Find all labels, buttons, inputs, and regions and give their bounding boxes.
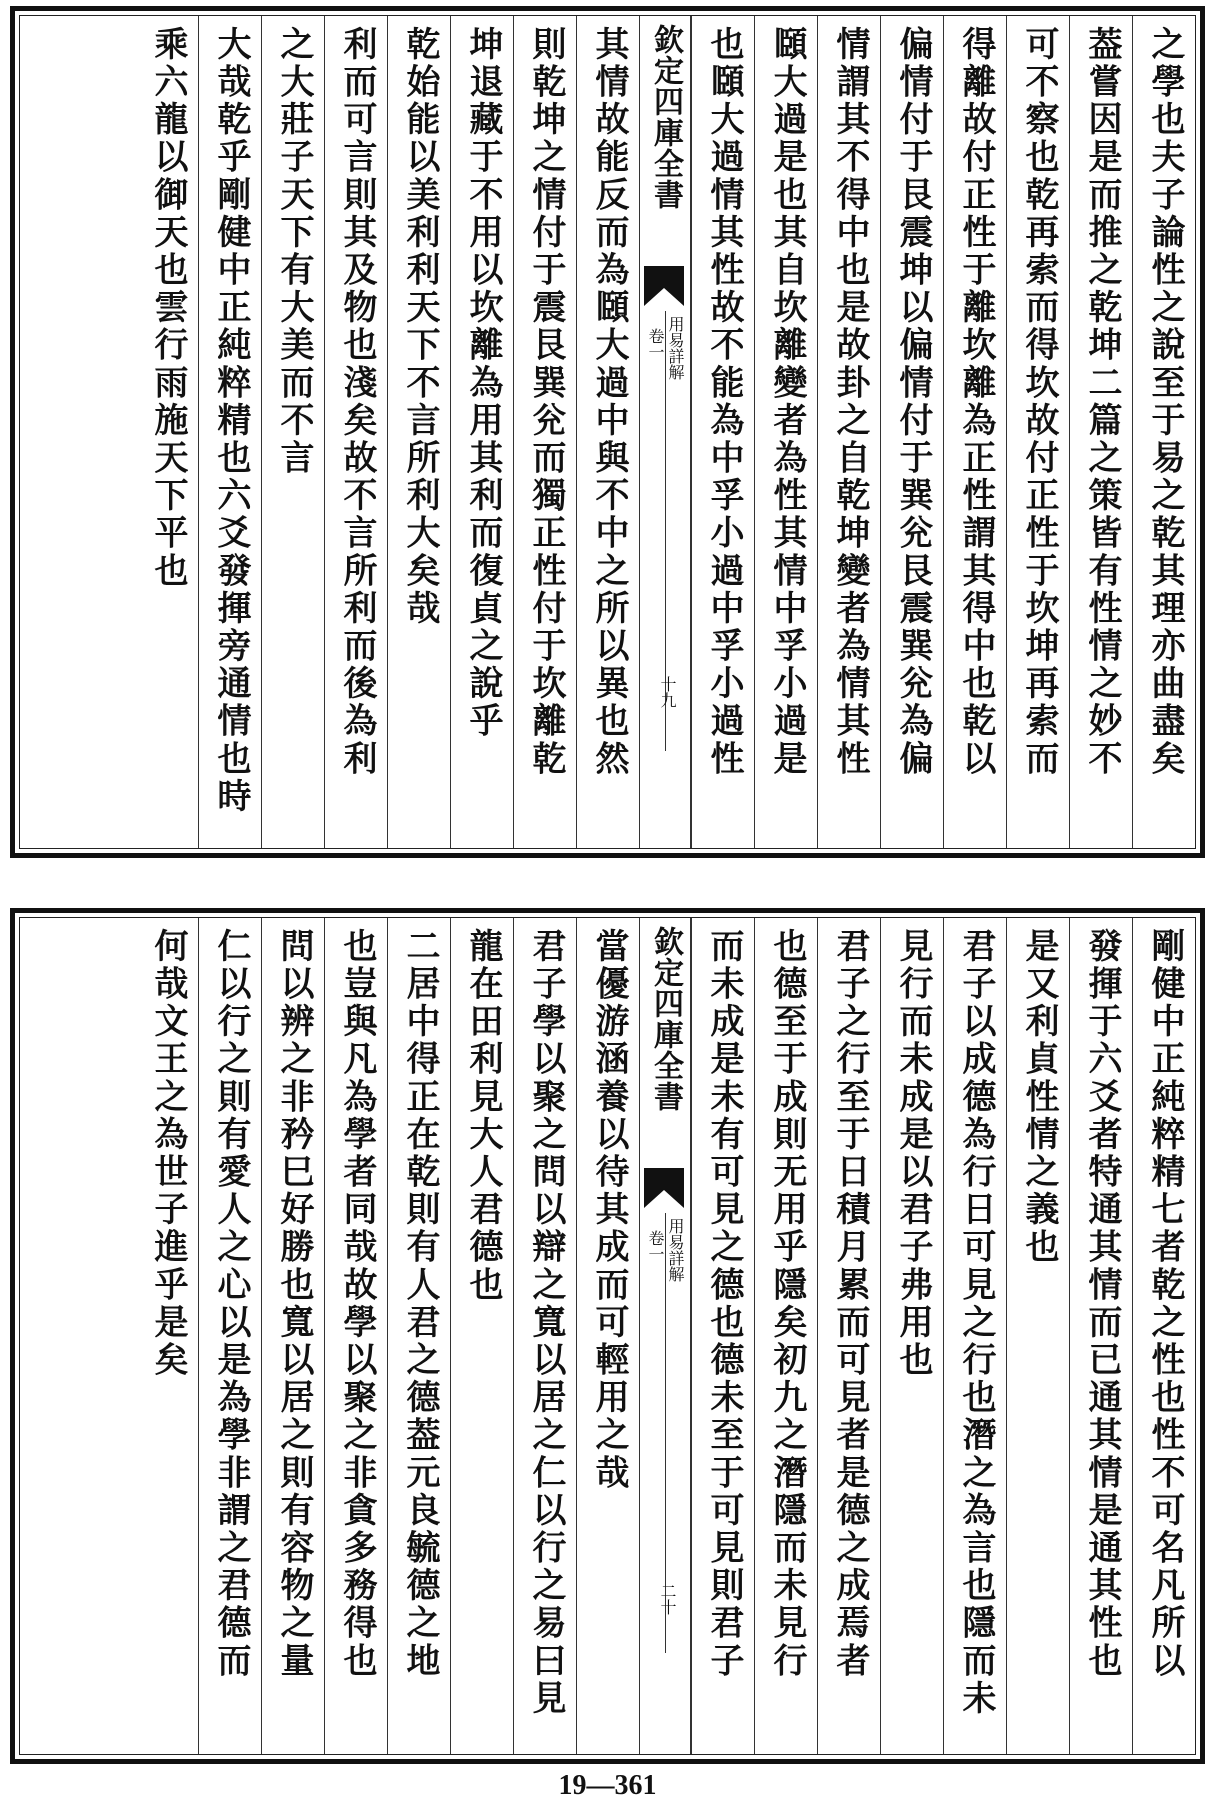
text-column <box>817 16 880 848</box>
text-column <box>691 918 754 1754</box>
volume-label: 卷一 <box>646 1230 665 1262</box>
book-name: 用易詳解 <box>666 316 685 380</box>
column-text: 君子學以聚之問以辯之寬以居之仁以行之易曰見 <box>526 928 566 1718</box>
text-column <box>198 918 261 1754</box>
text-column <box>880 918 943 1754</box>
text-column <box>943 16 1006 848</box>
column-text: 仁以行之則有愛人之心以是為學非謂之君德而 <box>211 928 251 1680</box>
text-column <box>198 16 261 848</box>
text-column <box>1132 16 1195 848</box>
column-text: 坤退藏于不用以坎離為用其利而復貞之說乎 <box>463 26 503 741</box>
column-text: 也頥大過情其性故不能為中孚小過中孚小過性 <box>704 26 744 778</box>
column-text: 剛健中正純粹精七者乾之性也性不可名凡所以 <box>1145 928 1185 1680</box>
text-column <box>817 918 880 1754</box>
page-number: 二十 <box>658 1583 677 1615</box>
column-text: 問以辨之非矜巳好勝也寬以居之則有容物之量 <box>274 928 314 1680</box>
page-footer-label: 19—361 <box>558 1770 657 1801</box>
text-column <box>513 16 576 848</box>
text-column <box>1132 918 1195 1754</box>
top-page <box>10 6 1205 858</box>
series-title: 欽定四庫全書 <box>648 24 683 210</box>
text-column <box>576 16 639 848</box>
text-column <box>450 918 513 1754</box>
column-text: 龍在田利見大人君德也 <box>463 928 503 1304</box>
column-text: 二居中得正在乾則有人君之德葢元良毓德之地 <box>400 928 440 1680</box>
center-fold-column <box>639 16 691 848</box>
column-text: 之學也夫子論性之說至于易之乾其理亦曲盡矣 <box>1145 26 1185 778</box>
column-text: 可不察也乾再索而得坎故付正性于坎坤再索而 <box>1019 26 1059 778</box>
text-column <box>450 16 513 848</box>
volume-label: 卷一 <box>646 328 665 360</box>
column-text: 何哉文王之為世子進乎是矣 <box>148 928 188 1380</box>
text-column <box>261 16 324 848</box>
text-column <box>1006 918 1069 1754</box>
column-text: 情謂其不得中也是故卦之自乾坤變者為情其性 <box>830 26 870 778</box>
text-column <box>1006 16 1069 848</box>
column-text: 見行而未成是以君子弗用也 <box>893 928 933 1380</box>
column-text: 發揮于六爻者特通其情而已通其情是通其性也 <box>1082 928 1122 1680</box>
book-name: 用易詳解 <box>666 1218 685 1282</box>
column-text: 之大莊子天下有大美而不言 <box>274 26 314 478</box>
column-text: 也豈與凡為學者同哉故學以聚之非貪多務得也 <box>337 928 377 1680</box>
bottom-page-frame <box>19 917 1196 1755</box>
column-text: 偏情付于艮震坤以偏情付于巽兊艮震巽兊為偏 <box>893 26 933 778</box>
column-text: 君子之行至于日積月累而可見者是德之成焉者 <box>830 928 870 1680</box>
text-column <box>261 918 324 1754</box>
column-text: 也德至于成則无用乎隱矣初九之潛隱而未見行 <box>767 928 807 1680</box>
column-text: 是又利貞性情之義也 <box>1019 928 1059 1267</box>
text-column <box>754 918 817 1754</box>
column-text: 而未成是未有可見之德也德未至于可見則君子 <box>704 928 744 1680</box>
column-text: 君子以成德為行日可見之行也潛之為言也隱而未 <box>956 928 996 1718</box>
center-fold-column <box>639 918 691 1754</box>
text-column <box>135 16 198 848</box>
column-text: 乾始能以美利利天下不言所利大矣哉 <box>400 26 440 628</box>
top-page-columns <box>20 16 1195 848</box>
series-title: 欽定四庫全書 <box>648 926 683 1112</box>
text-column <box>943 918 1006 1754</box>
column-text: 頥大過是也其自坎離變者為性其情中孚小過是 <box>767 26 807 778</box>
text-column <box>1069 16 1132 848</box>
text-column <box>691 16 754 848</box>
text-column <box>135 918 198 1754</box>
text-column <box>754 16 817 848</box>
fishtail-mark <box>644 266 684 306</box>
bottom-page-columns <box>20 918 1195 1754</box>
bottom-page <box>10 908 1205 1764</box>
top-page-frame <box>19 15 1196 849</box>
page-number: 十九 <box>658 676 677 708</box>
column-text: 葢嘗因是而推之乾坤二篇之策皆有性情之妙不 <box>1082 26 1122 778</box>
text-column <box>513 918 576 1754</box>
column-text: 當優游涵養以待其成而可輕用之哉 <box>589 928 629 1492</box>
column-text: 乘六龍以御天也雲行雨施天下平也 <box>148 26 188 590</box>
text-column <box>1069 918 1132 1754</box>
column-text: 其情故能反而為頥大過中與不中之所以異也然 <box>589 26 629 778</box>
text-column <box>576 918 639 1754</box>
fishtail-mark <box>644 1168 684 1208</box>
column-text: 則乾坤之情付于震艮巽兊而獨正性付于坎離乾 <box>526 26 566 778</box>
column-text: 大哉乾乎剛健中正純粹精也六爻發揮旁通情也時 <box>211 26 251 816</box>
text-column <box>387 16 450 848</box>
column-text: 得離故付正性于離坎離為正性謂其得中也乾以 <box>956 26 996 778</box>
text-column <box>324 918 387 1754</box>
text-column <box>324 16 387 848</box>
text-column <box>387 918 450 1754</box>
text-column <box>880 16 943 848</box>
column-text: 利而可言則其及物也淺矣故不言所利而後為利 <box>337 26 377 778</box>
